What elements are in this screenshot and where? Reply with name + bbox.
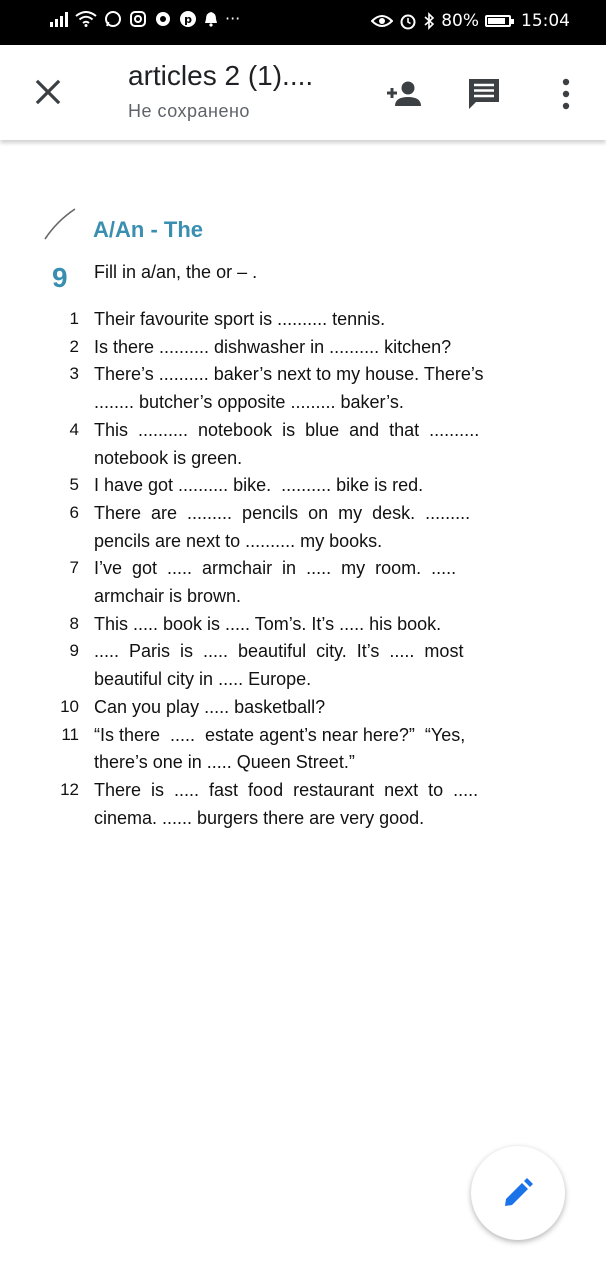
exercise-instruction: Fill in a/an, the or – . <box>94 262 258 282</box>
item-text-line: “Is there ..... estate agent’s near here?” “Yes, <box>94 724 466 745</box>
item-number: 8 <box>69 613 79 633</box>
item-text-line: pencils are next to .......... my books. <box>94 530 383 551</box>
item-number: 6 <box>69 502 79 522</box>
decorative-stroke-icon <box>43 207 79 243</box>
edit-fab-button[interactable] <box>471 1146 565 1240</box>
wifi-icon <box>75 11 97 27</box>
whatsapp-icon <box>104 10 122 28</box>
item-text-line: armchair is brown. <box>94 586 242 606</box>
more-notifications-indicator: ··· <box>225 9 241 28</box>
item-number: 12 <box>60 779 79 799</box>
comment-button[interactable] <box>462 72 506 116</box>
item-number: 5 <box>69 475 79 495</box>
bluetooth-icon <box>423 12 435 30</box>
exercise-number: 9 <box>52 262 68 293</box>
edit-pencil-icon <box>501 1176 535 1210</box>
item-text-line: This ..... book is ..... Tom’s. It’s ..... his book. <box>94 613 442 634</box>
item-text-line: notebook is green. <box>94 447 243 468</box>
section-heading: A/An - The <box>93 217 203 242</box>
battery-icon <box>485 15 511 27</box>
svg-text:p: p <box>184 13 192 26</box>
item-text-line: Can you play ..... basketball? <box>94 696 326 717</box>
eye-icon <box>371 13 393 29</box>
battery-percent: 80% <box>441 11 479 31</box>
save-status: Не сохранено <box>128 101 250 121</box>
status-right-icons <box>371 11 570 31</box>
item-text-line: There are ......... pencils on my desk. ......... <box>94 502 471 523</box>
item-text-line: ..... Paris is ..... beautiful city. It’s ..... most <box>94 641 464 662</box>
item-number: 11 <box>61 724 79 744</box>
item-number: 4 <box>69 419 79 439</box>
clock: 15:04 <box>521 11 570 31</box>
close-icon <box>28 72 68 112</box>
alarm-icon <box>399 12 417 30</box>
status-left-icons <box>50 10 240 28</box>
item-text-line: I’ve got ..... armchair in ..... my room. ..... <box>94 558 457 579</box>
item-text-line: Is there .......... dishwasher in .......... kitchen? <box>94 336 452 357</box>
item-text-line: I have got .......... bike. .......... bike is red. <box>94 475 424 496</box>
item-text-line: ........ butcher’s opposite ......... baker’s. <box>94 392 404 413</box>
item-number: 9 <box>69 641 79 661</box>
comment-icon <box>466 76 502 112</box>
item-number: 7 <box>69 558 79 578</box>
item-number: 3 <box>69 364 79 384</box>
document-title: articles 2 (1).... <box>128 60 314 91</box>
close-button[interactable] <box>28 72 68 112</box>
status-bar <box>0 0 606 45</box>
item-number: 1 <box>69 309 79 328</box>
instagram-icon <box>129 10 147 28</box>
item-number: 10 <box>60 696 79 716</box>
item-text-line: Their favourite sport is .......... tennis. <box>94 309 386 329</box>
item-text-line: There is ..... fast food restaurant next to ..... <box>94 779 479 800</box>
item-text-line: there’s one in ..... Queen Street.” <box>94 752 355 773</box>
item-text-line: cinema. ...... burgers there are very good. <box>94 807 425 828</box>
signal-icon <box>50 11 68 27</box>
notification-bell-icon <box>204 11 218 27</box>
item-text-line: There’s .......... baker’s next to my house. There’s <box>94 364 484 385</box>
item-number: 2 <box>69 336 79 356</box>
add-person-icon <box>384 79 424 109</box>
app-bar <box>0 45 606 140</box>
more-options-button[interactable] <box>544 72 588 116</box>
pinterest-icon <box>179 10 197 28</box>
add-collaborator-button[interactable] <box>382 72 426 116</box>
item-text-line: This .......... notebook is blue and that .......... <box>94 419 480 440</box>
more-vert-icon <box>561 78 571 110</box>
record-icon <box>154 10 172 28</box>
item-text-line: beautiful city in ..... Europe. <box>94 669 312 690</box>
